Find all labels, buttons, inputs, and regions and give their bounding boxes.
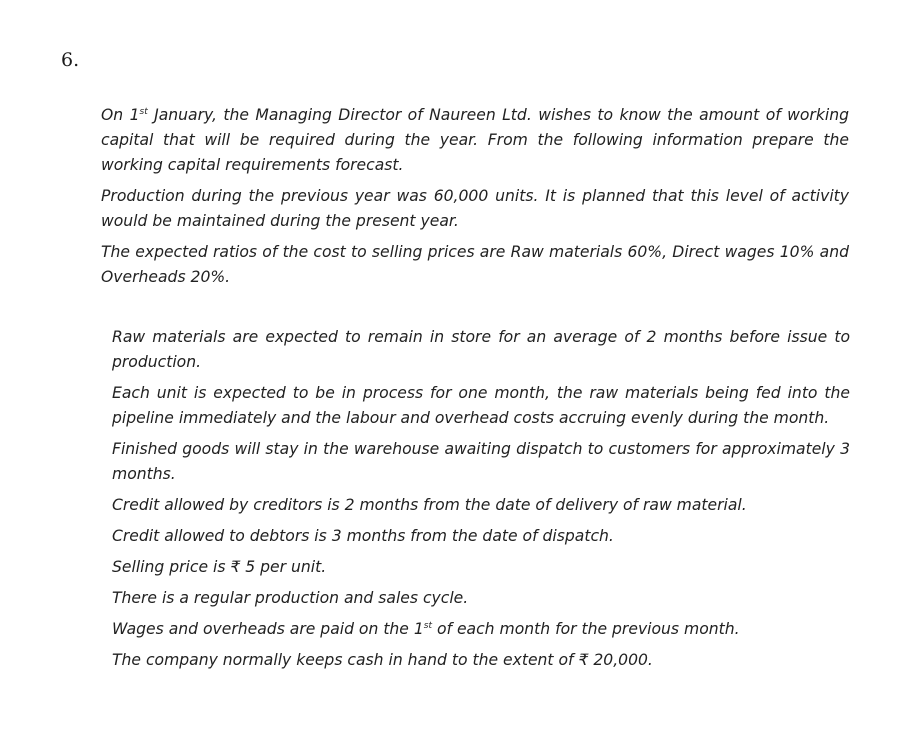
wages-text-start: Wages and overheads are paid on the 1: [112, 620, 424, 638]
intro-text-start: On 1: [101, 106, 140, 124]
question-number: 6.: [61, 49, 80, 71]
question-intro: [101, 103, 849, 296]
intro-text-rest: January, the Managing Director of Naureen Ltd. wishes to know the amount of working capital that will be required during the year. From the following information prepare the working capital requirements forecast.: [101, 106, 849, 174]
condition-selling-price: Selling price is ₹ 5 per unit.: [112, 558, 327, 576]
wages-text-rest: of each month for the previous month.: [432, 620, 740, 638]
condition-production-cycle: There is a regular production and sales cycle.: [112, 589, 469, 607]
conditions-list: [112, 325, 850, 679]
ordinal-suffix: st: [139, 107, 148, 117]
condition-raw-materials: Raw materials are expected to remain in store for an average of 2 months before issue to production.: [112, 328, 850, 371]
condition-debtors: Credit allowed to debtors is 3 months from the date of dispatch.: [112, 527, 614, 545]
intro-paragraph-objective: [101, 103, 849, 178]
condition-finished-goods: Finished goods will stay in the warehouse awaiting dispatch to customers for approximately 3 months.: [112, 440, 850, 483]
condition-wages-payment: [112, 617, 850, 642]
condition-work-in-process: Each unit is expected to be in process for one month, the raw materials being fed into the pipeline immediately and the labour and overhead costs accruing evenly during the month.: [112, 384, 850, 427]
intro-paragraph-production: Production during the previous year was 60,000 units. It is planned that this level of activity would be maintained during the present year.: [101, 187, 849, 230]
condition-cash-in-hand: The company normally keeps cash in hand to the extent of ₹ 20,000.: [112, 651, 653, 669]
intro-paragraph-cost-ratios: The expected ratios of the cost to selling prices are Raw materials 60%, Direct wages 10% and Overheads 20%.: [101, 243, 849, 286]
condition-creditors: Credit allowed by creditors is 2 months from the date of delivery of raw material.: [112, 496, 747, 514]
ordinal-suffix: st: [423, 621, 433, 631]
